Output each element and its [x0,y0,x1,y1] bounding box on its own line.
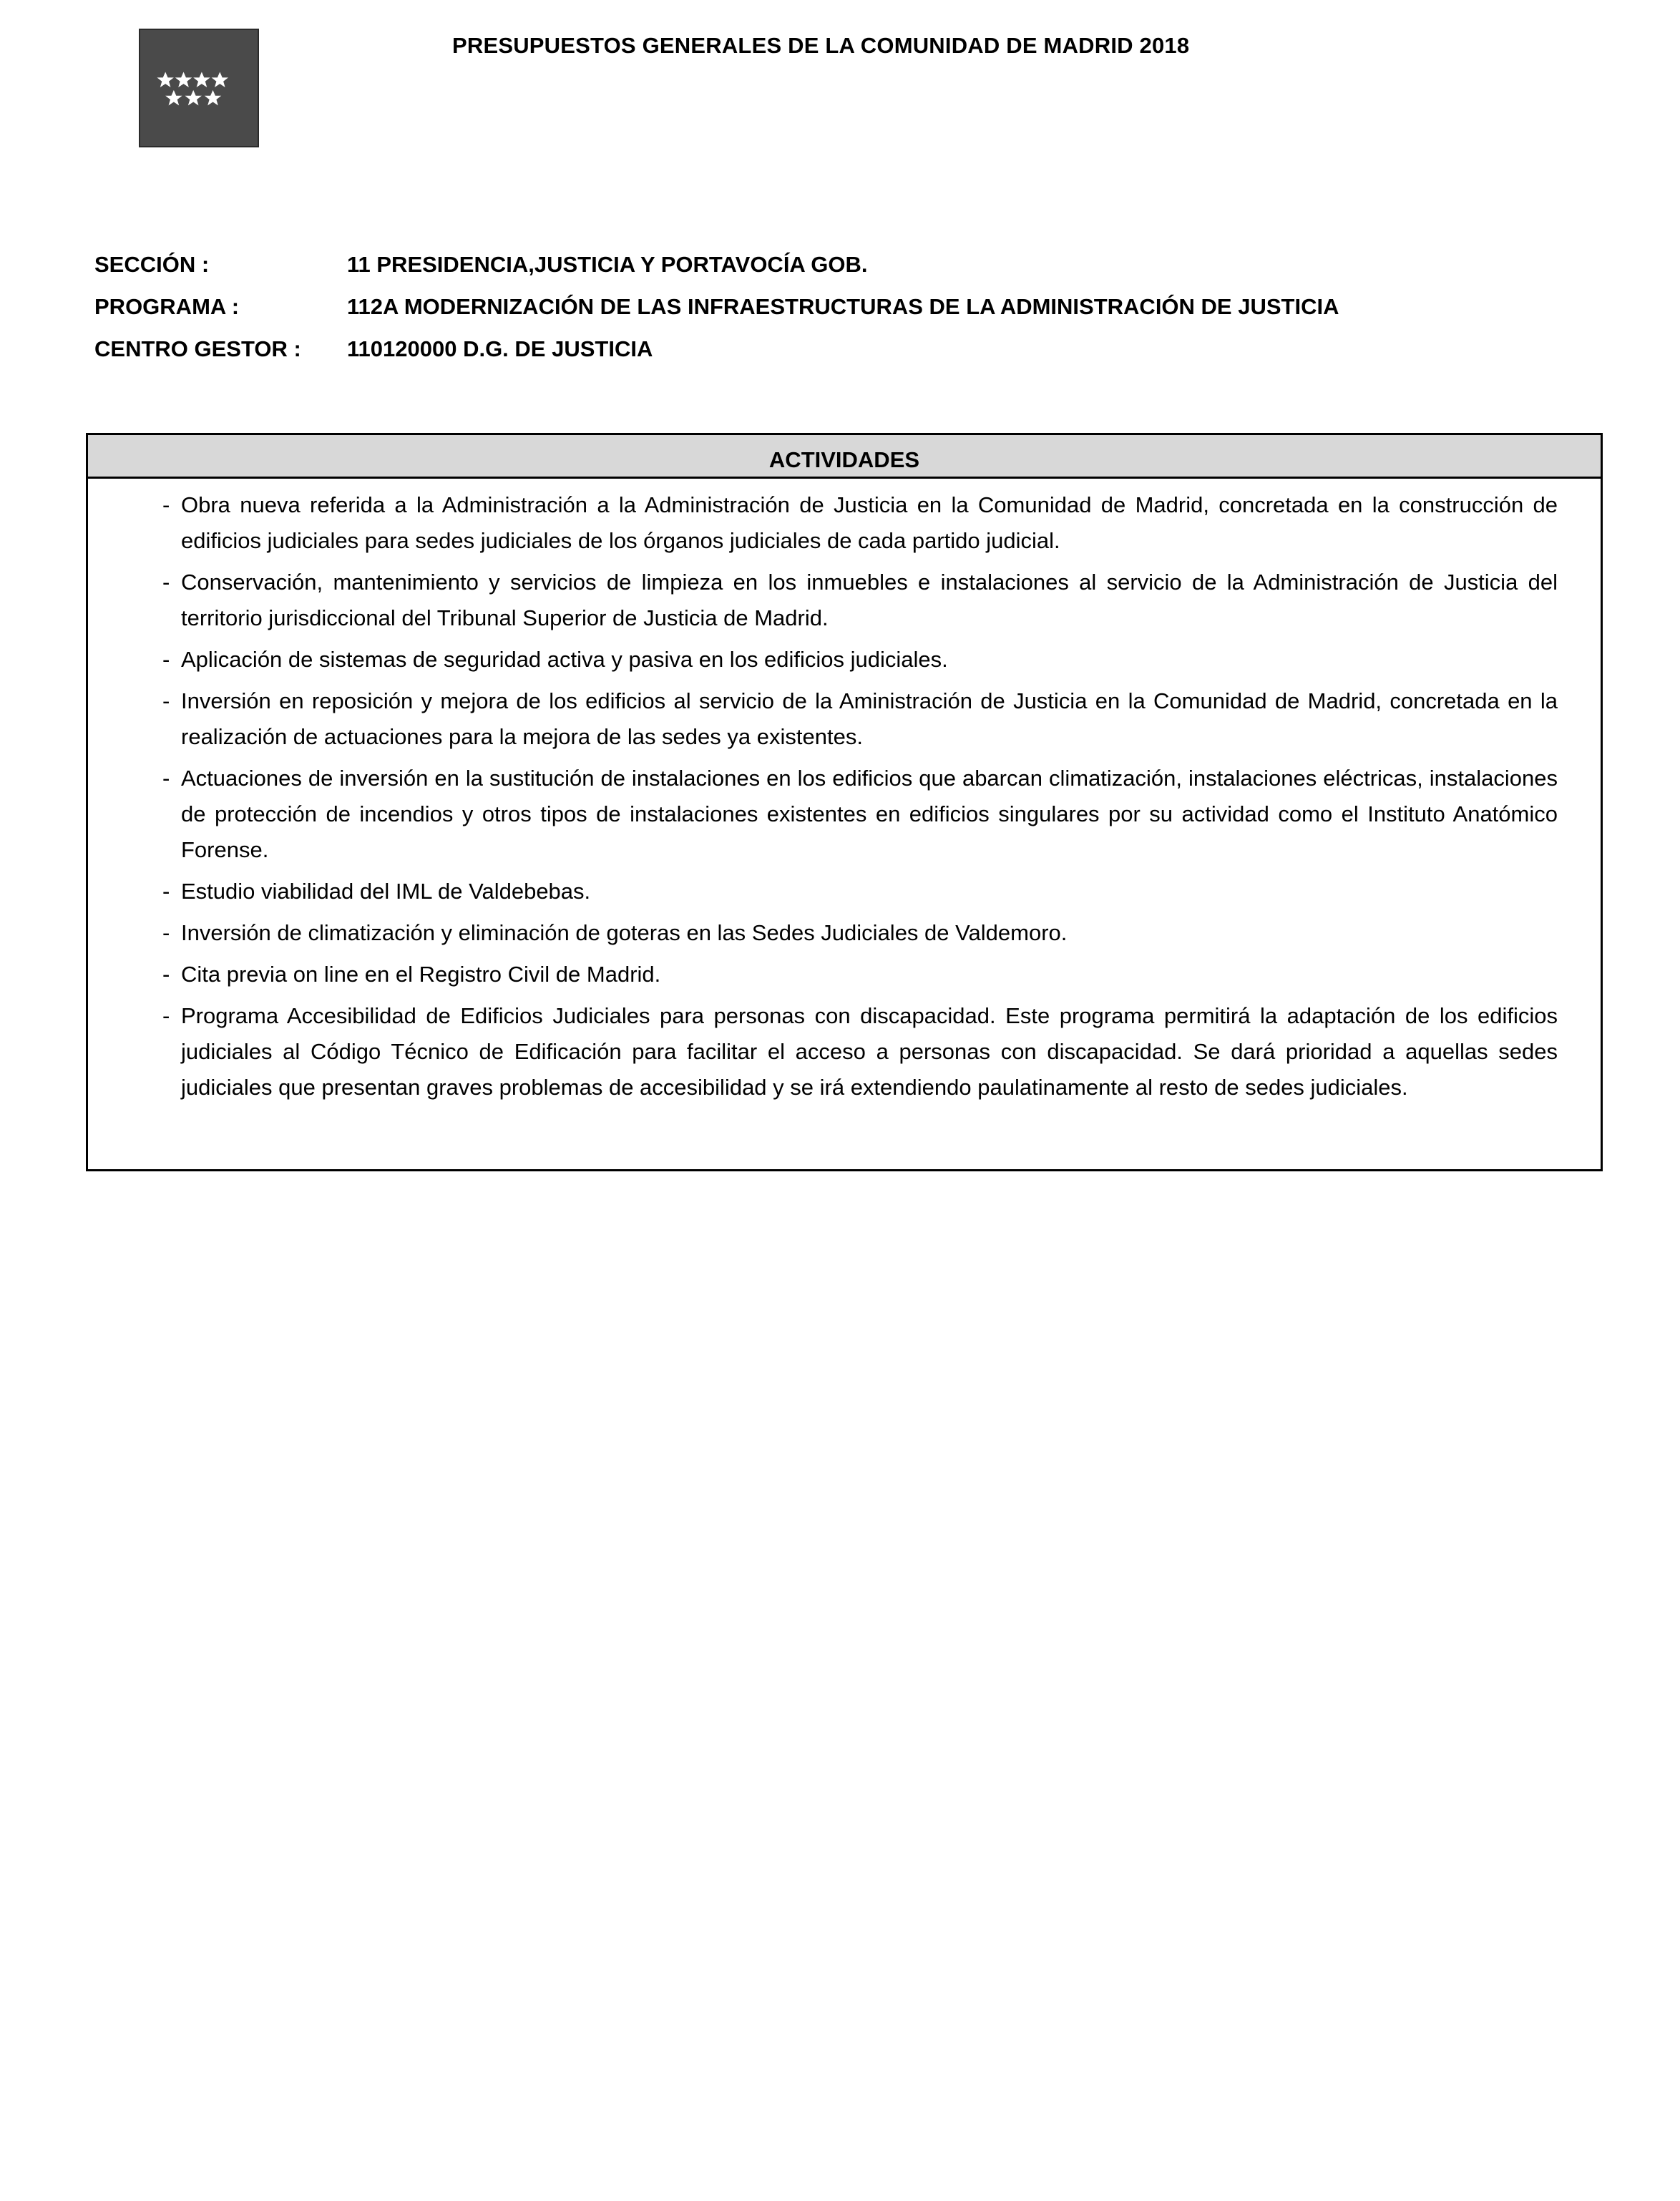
bullet-dash: - [162,1003,170,1028]
programa-label: PROGRAMA : [94,294,240,319]
seccion-value: 11 PRESIDENCIA,JUSTICIA Y PORTAVOCÍA GOB. [347,252,868,277]
bullet-dash: - [162,688,170,713]
bullet-dash: - [162,647,170,672]
activity-text: Programa Accesibilidad de Edificios Judiciales para personas con discapacidad. Este programa permitirá la adaptación de los edificios judiciales al Código Técnico de Edificación para facilitar el acceso a personas con discapacidad. Se dará prioridad a aquellas sedes judiciales que presentan graves problemas de accesibilidad y se irá extendiendo paulatinamente al resto de sedes judiciales. [181,1003,1558,1100]
list-item [162,565,1558,636]
bullet-dash: - [162,920,170,945]
activity-text: Inversión en reposición y mejora de los edificios al servicio de la Aministración de Justicia en la Comunidad de Madrid, concretada en la realización de actuaciones para la mejora de las sedes ya existentes. [181,688,1558,749]
comunidad-madrid-stars-logo-icon [139,29,259,147]
list-item [162,998,1558,1106]
activity-text: Aplicación de sistemas de seguridad activa y pasiva en los edificios judiciales. [181,647,948,672]
activity-text: Cita previa on line en el Registro Civil de Madrid. [181,962,661,987]
activity-text: Obra nueva referida a la Administración a la Administración de Justicia en la Comunidad de Madrid, concretada en la construcción de edificios judiciales para sedes judiciales de los órganos judiciales de cada partido judicial. [181,492,1558,553]
seccion-row [94,252,1597,294]
centro-gestor-value: 110120000 D.G. DE JUSTICIA [347,336,653,361]
activity-text: Actuaciones de inversión en la sustitución de instalaciones en los edificios que abarcan climatización, instalaciones eléctricas, instalaciones de protección de incendios y otros tipos de instalaciones existentes en edificios singulares por su actividad como el Instituto Anatómico Forense. [181,766,1558,862]
activity-text: Conservación, mantenimiento y servicios de limpieza en los inmuebles e instalaciones al servicio de la Administración de Justicia del territorio jurisdiccional del Tribunal Superior de Justicia de Madrid. [181,570,1558,630]
seccion-label: SECCIÓN : [94,252,210,277]
list-item [162,915,1558,951]
bullet-dash: - [162,766,170,791]
programa-value: 112A MODERNIZACIÓN DE LAS INFRAESTRUCTURAS DE LA ADMINISTRACIÓN DE JUSTICIA [347,294,1339,319]
list-item [162,683,1558,755]
list-item [162,487,1558,559]
activities-heading: ACTIVIDADES [88,435,1601,479]
activity-text: Estudio viabilidad del IML de Valdebebas. [181,879,591,904]
bullet-dash: - [162,879,170,904]
bullet-dash: - [162,962,170,987]
program-info [94,252,1597,379]
document-title: PRESUPUESTOS GENERALES DE LA COMUNIDAD DE MADRID 2018 [452,33,1190,58]
bullet-dash: - [162,570,170,595]
centro-gestor-row [94,336,1597,379]
activities-list [88,479,1601,1106]
list-item [162,761,1558,868]
bullet-dash: - [162,492,170,517]
activities-box [86,433,1603,1171]
activity-text: Inversión de climatización y eliminación de goteras en las Sedes Judiciales de Valdemoro. [181,920,1068,945]
centro-gestor-label: CENTRO GESTOR : [94,336,301,361]
stars-icon [140,30,258,146]
list-item [162,957,1558,992]
list-item [162,642,1558,678]
programa-row [94,294,1597,336]
list-item [162,874,1558,909]
